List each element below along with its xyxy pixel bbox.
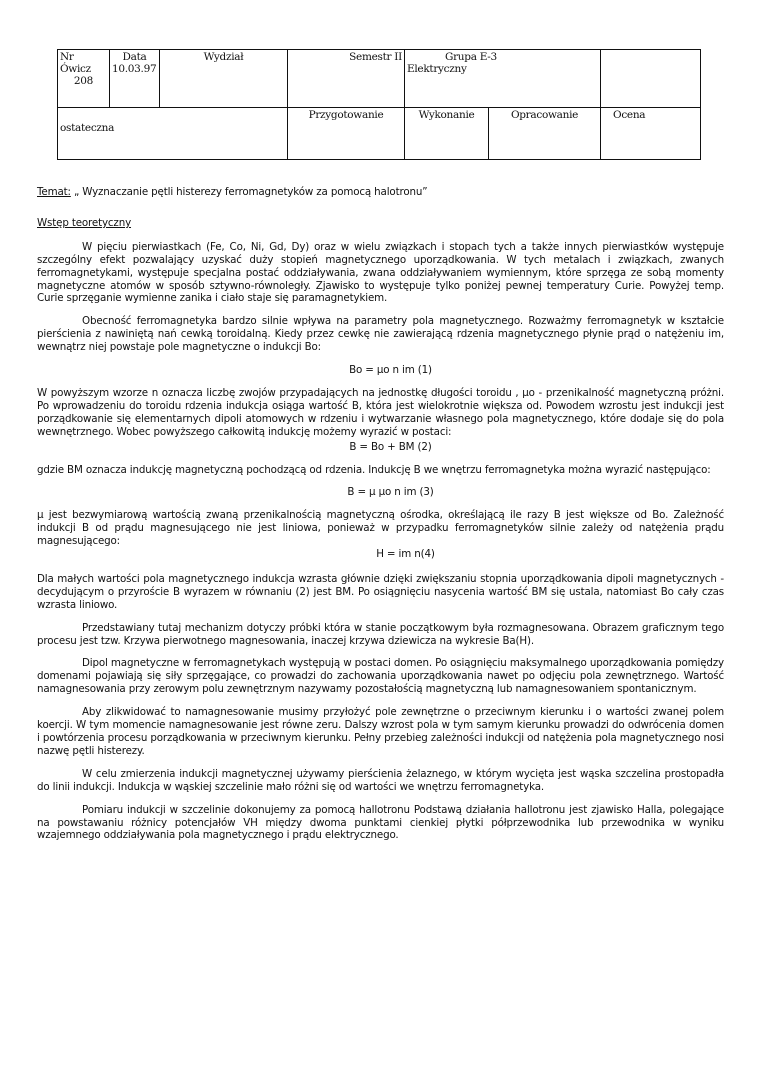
- date-value: 10.03.97: [112, 63, 157, 75]
- report-cell: [489, 108, 601, 160]
- equation-4: H = im n(4): [376, 548, 435, 561]
- final-grade-label: ostateczna: [60, 122, 115, 134]
- semester-cell: [288, 50, 405, 108]
- paragraph-4: gdzie BM oznacza indukcję magnetyczną pochodzącą od rdzenia. Indukcję B we wnętrzu ferromagnetyka można wyrazić następująco:: [37, 463, 711, 476]
- group-cell: [405, 50, 601, 108]
- section-title: Wstęp teoretyczny: [37, 216, 132, 229]
- paragraph-7: Przedstawiany tutaj mechanizm dotyczy próbki która w stanie początkowym była rozmagnesowana. Obrazem graficznym tego procesu jest tzw. Krzywa pierwotnego magnesowania, inaczej krzywa dziewicza na wykresie Ba(H).: [37, 621, 724, 647]
- paragraph-1: W pięciu pierwiastkach (Fe, Co, Ni, Gd, Dy) oraz w wielu związkach i stopach tych a także innych pierwiastków występuje szczególny efekt pozwalający uzyskać duży stopień magnetycznego uporządkowania. W tych metalach i związkach, zwanych ferromagnetykami, występuje specjalna postać oddziaływania, zwana oddziaływaniem wymiennym, które sprzęga ze sobą momenty magnetyczne atomów w sposób sztywno-równoległy. Zjawisko to występuje tylko poniżej pewnej temperatury Curie. Powyżej temp. Curie sprzęganie wymienne zanika i ciało staje się paramagnetykiem.: [37, 240, 724, 305]
- equation-1: Bo = μo n im (1): [349, 364, 432, 377]
- exercise-number-cell: [58, 50, 110, 108]
- date-label: Data: [122, 51, 147, 63]
- execution-cell: [405, 108, 489, 160]
- paragraph-11: Pomiaru indukcji w szczelinie dokonujemy za pomocą hallotronu Podstawą działania hallotronu jest zjawisko Halla, polegające na powstawaniu różnicy potencjałów VH między dwoma punktami cienkiej płytki półprzewodnika lub przewodnika w wyniku wzajemnego oddziaływania pola magnetycznego i prądu elektrycznego.: [37, 803, 724, 842]
- final-grade-cell: [58, 108, 288, 160]
- paragraph-2: Obecność ferromagnetyka bardzo silnie wpływa na parametry pola magnetycznego. Rozważmy ferromagnetyk w kształcie pierścienia z nawiniętą nań cewką toroidalną. Kiedy przez cewkę nie zawierającą rdzenia magnetycznego płynie prąd o natężeniu im, wewnątrz niej powstaje pole magnetyczne o indukcji Bo:: [37, 315, 724, 354]
- topic-line: [37, 186, 724, 199]
- grade-cell: [601, 108, 701, 160]
- topic-text: „ Wyznaczanie pętli histerezy ferromagnetyków za pomocą halotronu”: [70, 186, 428, 198]
- exercise-number-label: Nr Ówicz: [60, 51, 91, 75]
- preparation-label: Przygotowanie: [308, 109, 384, 121]
- empty-cell: [601, 50, 701, 108]
- grade-label: Ocena: [613, 109, 646, 121]
- paragraph-10: W celu zmierzenia indukcji magnetycznej używamy pierścienia żelaznego, w którym wycięta jest wąska szczelina prostopadła do linii indukcji. Indukcja w wąskiej szczelinie mało różni się od wartości we wnętrzu ferromagnetyka.: [37, 767, 724, 793]
- topic-label: Temat:: [37, 186, 71, 198]
- paragraph-8: Dipol magnetyczne w ferromagnetykach występują w postaci domen. Po osiągnięciu maksymalnego uporządkowania pomiędzy domenami pojawiają się siły sprzęgające, co prowadzi do zachowania uporządkowania nawet po odjęciu pola zewnętrznego. Wartość namagnesowania przy zerowym polu zewnętrznym nazywamy pozostałością magnetyczną lub namagnesowaniem spontanicznym.: [37, 657, 724, 696]
- equation-3: B = μ μo n im (3): [347, 486, 434, 499]
- group-value: Elektryczny: [407, 63, 467, 75]
- paragraph-3: W powyższym wzorze n oznacza liczbę zwojów przypadających na jednostkę długości toroidu , μo - przenikalność magnetyczną próżni. Po wprowadzeniu do toroidu rdzenia indukcja osiąga wartość B, która jest wielokrotnie większa od. Powodem wzrostu jest indukcji jest porządkowanie się elementarnych dipoli atomowych w rdzeniu i wytwarzanie własnego pola magnetycznego, które dodaje się do pola wewnętrznego. Wobec powyższego całkowitą indukcję możemy wyrazić w postaci:: [37, 386, 724, 438]
- faculty-cell: [160, 50, 288, 108]
- preparation-cell: [288, 108, 405, 160]
- report-header-table: [57, 49, 701, 160]
- faculty-label: Wydział: [203, 51, 244, 63]
- equation-2: B = Bo + BM (2): [349, 440, 432, 453]
- exercise-number-value: 208: [73, 75, 94, 87]
- paragraph-5: μ jest bezwymiarową wartością zwaną przenikalnością magnetyczną ośrodka, określającą ile razy B jest większe od Bo. Zależność indukcji B od prądu magnesującego nie jest liniowa, ponieważ w przypadku ferromagnetyków silnie zależy od natężenia prądu magnesującego:: [37, 509, 724, 548]
- date-cell: [110, 50, 160, 108]
- semester-label: Semestr II: [349, 51, 402, 63]
- paragraph-9: Aby zlikwidować to namagnesowanie musimy przyłożyć pole zewnętrzne o przeciwnym kierunku i o wartości zwanej polem koercji. W tym momencie namagnesowanie jest równe zeru. Dalszy wzrost pola w tym samym kierunku prowadzi do odwrócenia domen i powtórzenia procesu porządkowania w przeciwnym kierunku. Pełny przebieg zależności indukcji od natężenia pola magnetycznego nosi nazwę pętli histerezy.: [37, 706, 725, 757]
- report-label: Opracowanie: [510, 109, 579, 121]
- paragraph-6: Dla małych wartości pola magnetycznego indukcja wzrasta głównie dzięki zwiększaniu stopnia uporządkowania dipoli magnetycznych - decydującym o przyroście B wyrazem w równaniu (2) jest BM. Po osiągnięciu nasycenia wartość BM się ustala, natomiast Bo cały czas wzrasta liniowo.: [37, 572, 724, 611]
- group-label: Grupa E-3: [445, 51, 497, 63]
- execution-label: Wykonanie: [418, 109, 475, 121]
- document-body: [37, 186, 724, 842]
